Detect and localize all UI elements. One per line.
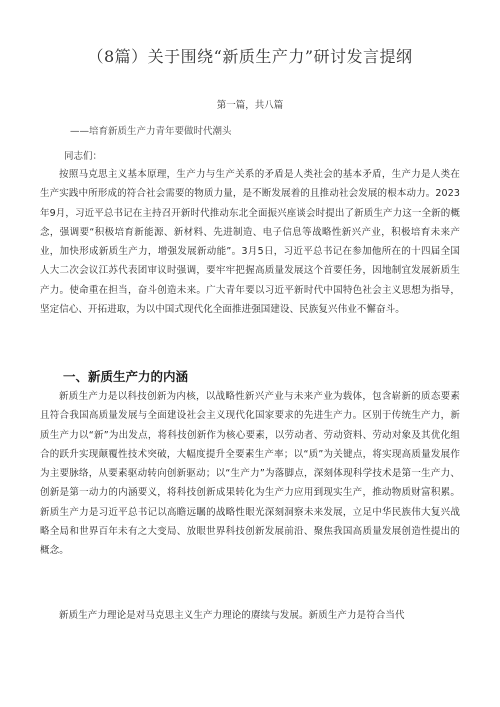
paragraph-definition: 新质生产力是以科技创新为内核，以战略性新兴产业与未来产业为载体，包含崭新的质态要素且符合我国高质量发展与全面建设社会主义现代化国家要求的先进生产力。区别于传统生产力，新质生产力以“新”为出发点，将科技创新作为核心要素，以劳动者、劳动资料、劳动对象及其优化组合的跃升实现颠覆性技术突破，大幅度提升全要素生产率；以“质”为关键点，将实现高质量发展作为主要脉络，从要素驱动转向创新驱动；以“生产力”为落脚点，深刻体现科学技术是第一生产力、创新是第一动力的内涵要义，将科技创新成果转化为生产力应用到现实生产，推动物质财富积累。新质生产力是习近平总书记以高瞻远瞩的战略性眼光深刻洞察未来发展，立足中华民族伟大复兴战略全局和世界百年未有之大变局、放眼世界科技创新发展前沿、聚焦我国高质量发展创造性提出的概念。 (40, 391, 460, 557)
paragraph-theory: 新质生产力理论是对马克思主义生产力理论的赓续与发展。新质生产力是符合当代 (59, 610, 405, 621)
document-subtitle: ——培育新质生产力青年要做时代潮头 (70, 126, 232, 137)
greeting: 同志们： (64, 151, 103, 162)
paragraph-intro: 按照马克思主义基本原理，生产力与生产关系的矛盾是人类社会的基本矛盾，生产力是人类在生产实践中所形成的符合社会需要的物质力量，是不断发展着的且推动社会发展的根本动力。2023年9月，习近平总书记在主持召开新时代推动东北全面振兴座谈会时提出了新质生产力这一全新的概念，强调要“积极培育新能源、新材料、先进制造、电子信息等战略性新兴产业，积极培育未来产业，加快形成新质生产力，增强发展新动能”。3月5日，习近平总书记在参加他所在的十四届全国人大二次会议江苏代表团审议时强调，要牢牢把握高质量发展这个首要任务，因地制宜发展新质生产力。使命重在担当，奋斗创造未来。广大青年要以习近平新时代中国特色社会主义思想为指导，坚定信心、开拓进取，为以中国式现代化全面推进强国建设、民族复兴伟业不懈奋斗。 (40, 169, 460, 316)
section-heading: 一、新质生产力的内涵 (63, 369, 189, 384)
section-count: 第一篇，共八篇 (216, 100, 284, 111)
document-title: （8篇）关于围绕“新质生产力”研讨发言提纲 (87, 47, 413, 66)
